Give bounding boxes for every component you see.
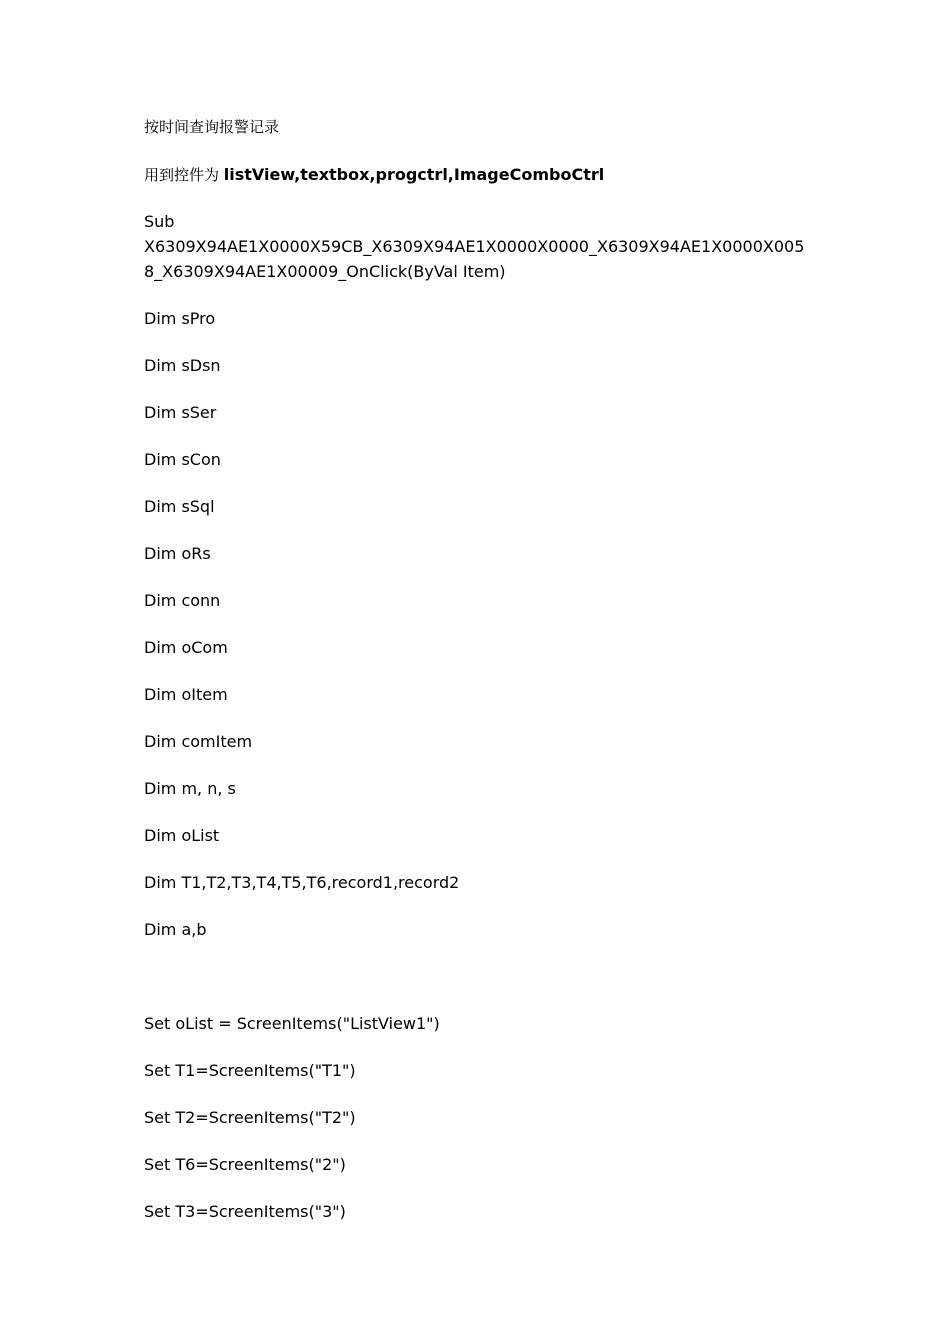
code-line-dim: Dim conn [144,591,221,610]
controls-list: listView,textbox,progctrl,ImageComboCtrl [223,165,605,184]
code-line-dim: Dim sPro [144,309,216,328]
code-line-set: Set oList = ScreenItems("ListView1") [144,1014,440,1033]
code-line-set: Set T6=ScreenItems("2") [144,1155,346,1174]
blank-line [144,964,824,1011]
sub-keyword: Sub [144,212,175,231]
code-line-set: Set T1=ScreenItems("T1") [144,1061,356,1080]
controls-line [144,162,824,187]
code-line-dim: Dim oRs [144,544,211,563]
code-line-dim: Dim sDsn [144,356,221,375]
document-content [144,115,824,1246]
code-line-set: Set T3=ScreenItems("3") [144,1202,346,1221]
document-title: 按时间查询报警记录 [144,118,280,136]
code-line-dim: Dim sSql [144,497,215,516]
code-line-dim: Dim a,b [144,920,207,939]
sub-name-part2: 8_X6309X94AE1X00009_OnClick(ByVal Item) [144,262,506,281]
code-line-dim: Dim comItem [144,732,253,751]
sub-name-part1: X6309X94AE1X0000X59CB_X6309X94AE1X0000X0000_X6309X94AE1X0000X005 [144,237,805,256]
sub-declaration [144,209,824,284]
code-line-dim: Dim oList [144,826,220,845]
controls-prefix: 用到控件为 [144,166,224,184]
code-line-set: Set T2=ScreenItems("T2") [144,1108,356,1127]
code-line-dim: Dim sCon [144,450,221,469]
code-line-dim: Dim sSer [144,403,217,422]
code-line-dim: Dim m, n, s [144,779,236,798]
code-line-dim: Dim T1,T2,T3,T4,T5,T6,record1,record2 [144,873,460,892]
code-line-dim: Dim oCom [144,638,228,657]
code-line-dim: Dim oItem [144,685,228,704]
